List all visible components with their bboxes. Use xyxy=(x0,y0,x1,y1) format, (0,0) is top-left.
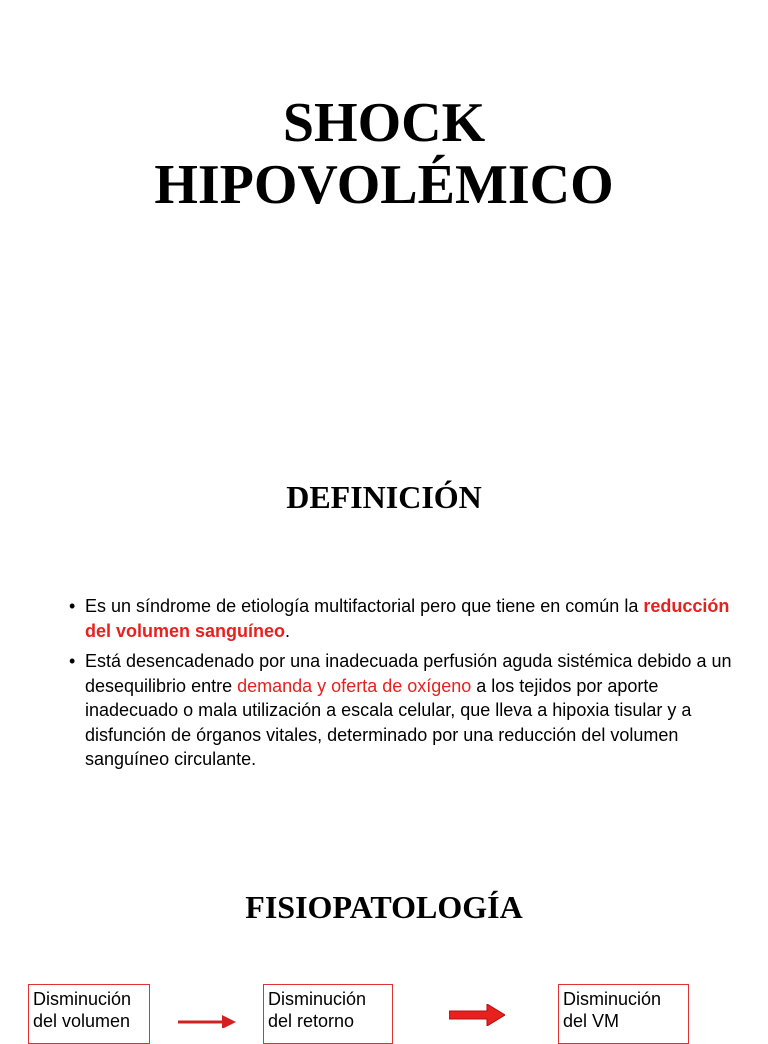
bullet-1-end: . xyxy=(285,620,291,641)
flow-box-1 xyxy=(28,984,150,1044)
physiopathology-heading: FISIOPATOLOGÍA xyxy=(245,889,523,925)
flow-box-1-line-1: Disminución xyxy=(33,989,132,1009)
flow-box-3 xyxy=(558,984,689,1044)
bullet-2-end: a los tejidos por aporte inadecuado o mala utilización a escala celular, que lleva a hipoxia tisular y a disfunción de órganos vitales, determinado por una reducción del volumen sanguíneo circulante. xyxy=(85,675,692,769)
flow-arrow-2-icon xyxy=(449,1004,505,1026)
definition-bullet-1 xyxy=(68,594,738,643)
flow-box-2-line-2: del retorno xyxy=(268,1011,355,1031)
flow-box-1-line-2: del volumen xyxy=(33,1011,131,1031)
flow-box-2-line-1: Disminución xyxy=(268,989,367,1009)
bullet-2-highlight: demanda y oferta de oxígeno xyxy=(237,675,472,696)
flow-arrow-1-icon xyxy=(178,1012,236,1028)
title-line-2: HIPOVOLÉMICO xyxy=(154,154,614,216)
bullet-1-highlight: reducción del volumen sanguíneo xyxy=(85,596,730,641)
slide-title xyxy=(0,92,768,216)
flow-box-2 xyxy=(263,984,393,1044)
bullet-1-text: Es un síndrome de etiología multifactorial pero que tiene en común la xyxy=(85,596,644,616)
definition-list xyxy=(68,594,738,778)
bullet-2-text: Está desencadenado por una inadecuada perfusión aguda sistémica debido a un desequilibrio entre xyxy=(85,651,732,696)
definition-bullet-2 xyxy=(68,649,738,772)
title-line-1: SHOCK xyxy=(282,92,486,154)
flow-box-3-line-2: del VM xyxy=(563,1011,620,1031)
definition-heading: DEFINICIÓN xyxy=(286,479,482,515)
flow-box-3-line-1: Disminución xyxy=(563,989,662,1009)
